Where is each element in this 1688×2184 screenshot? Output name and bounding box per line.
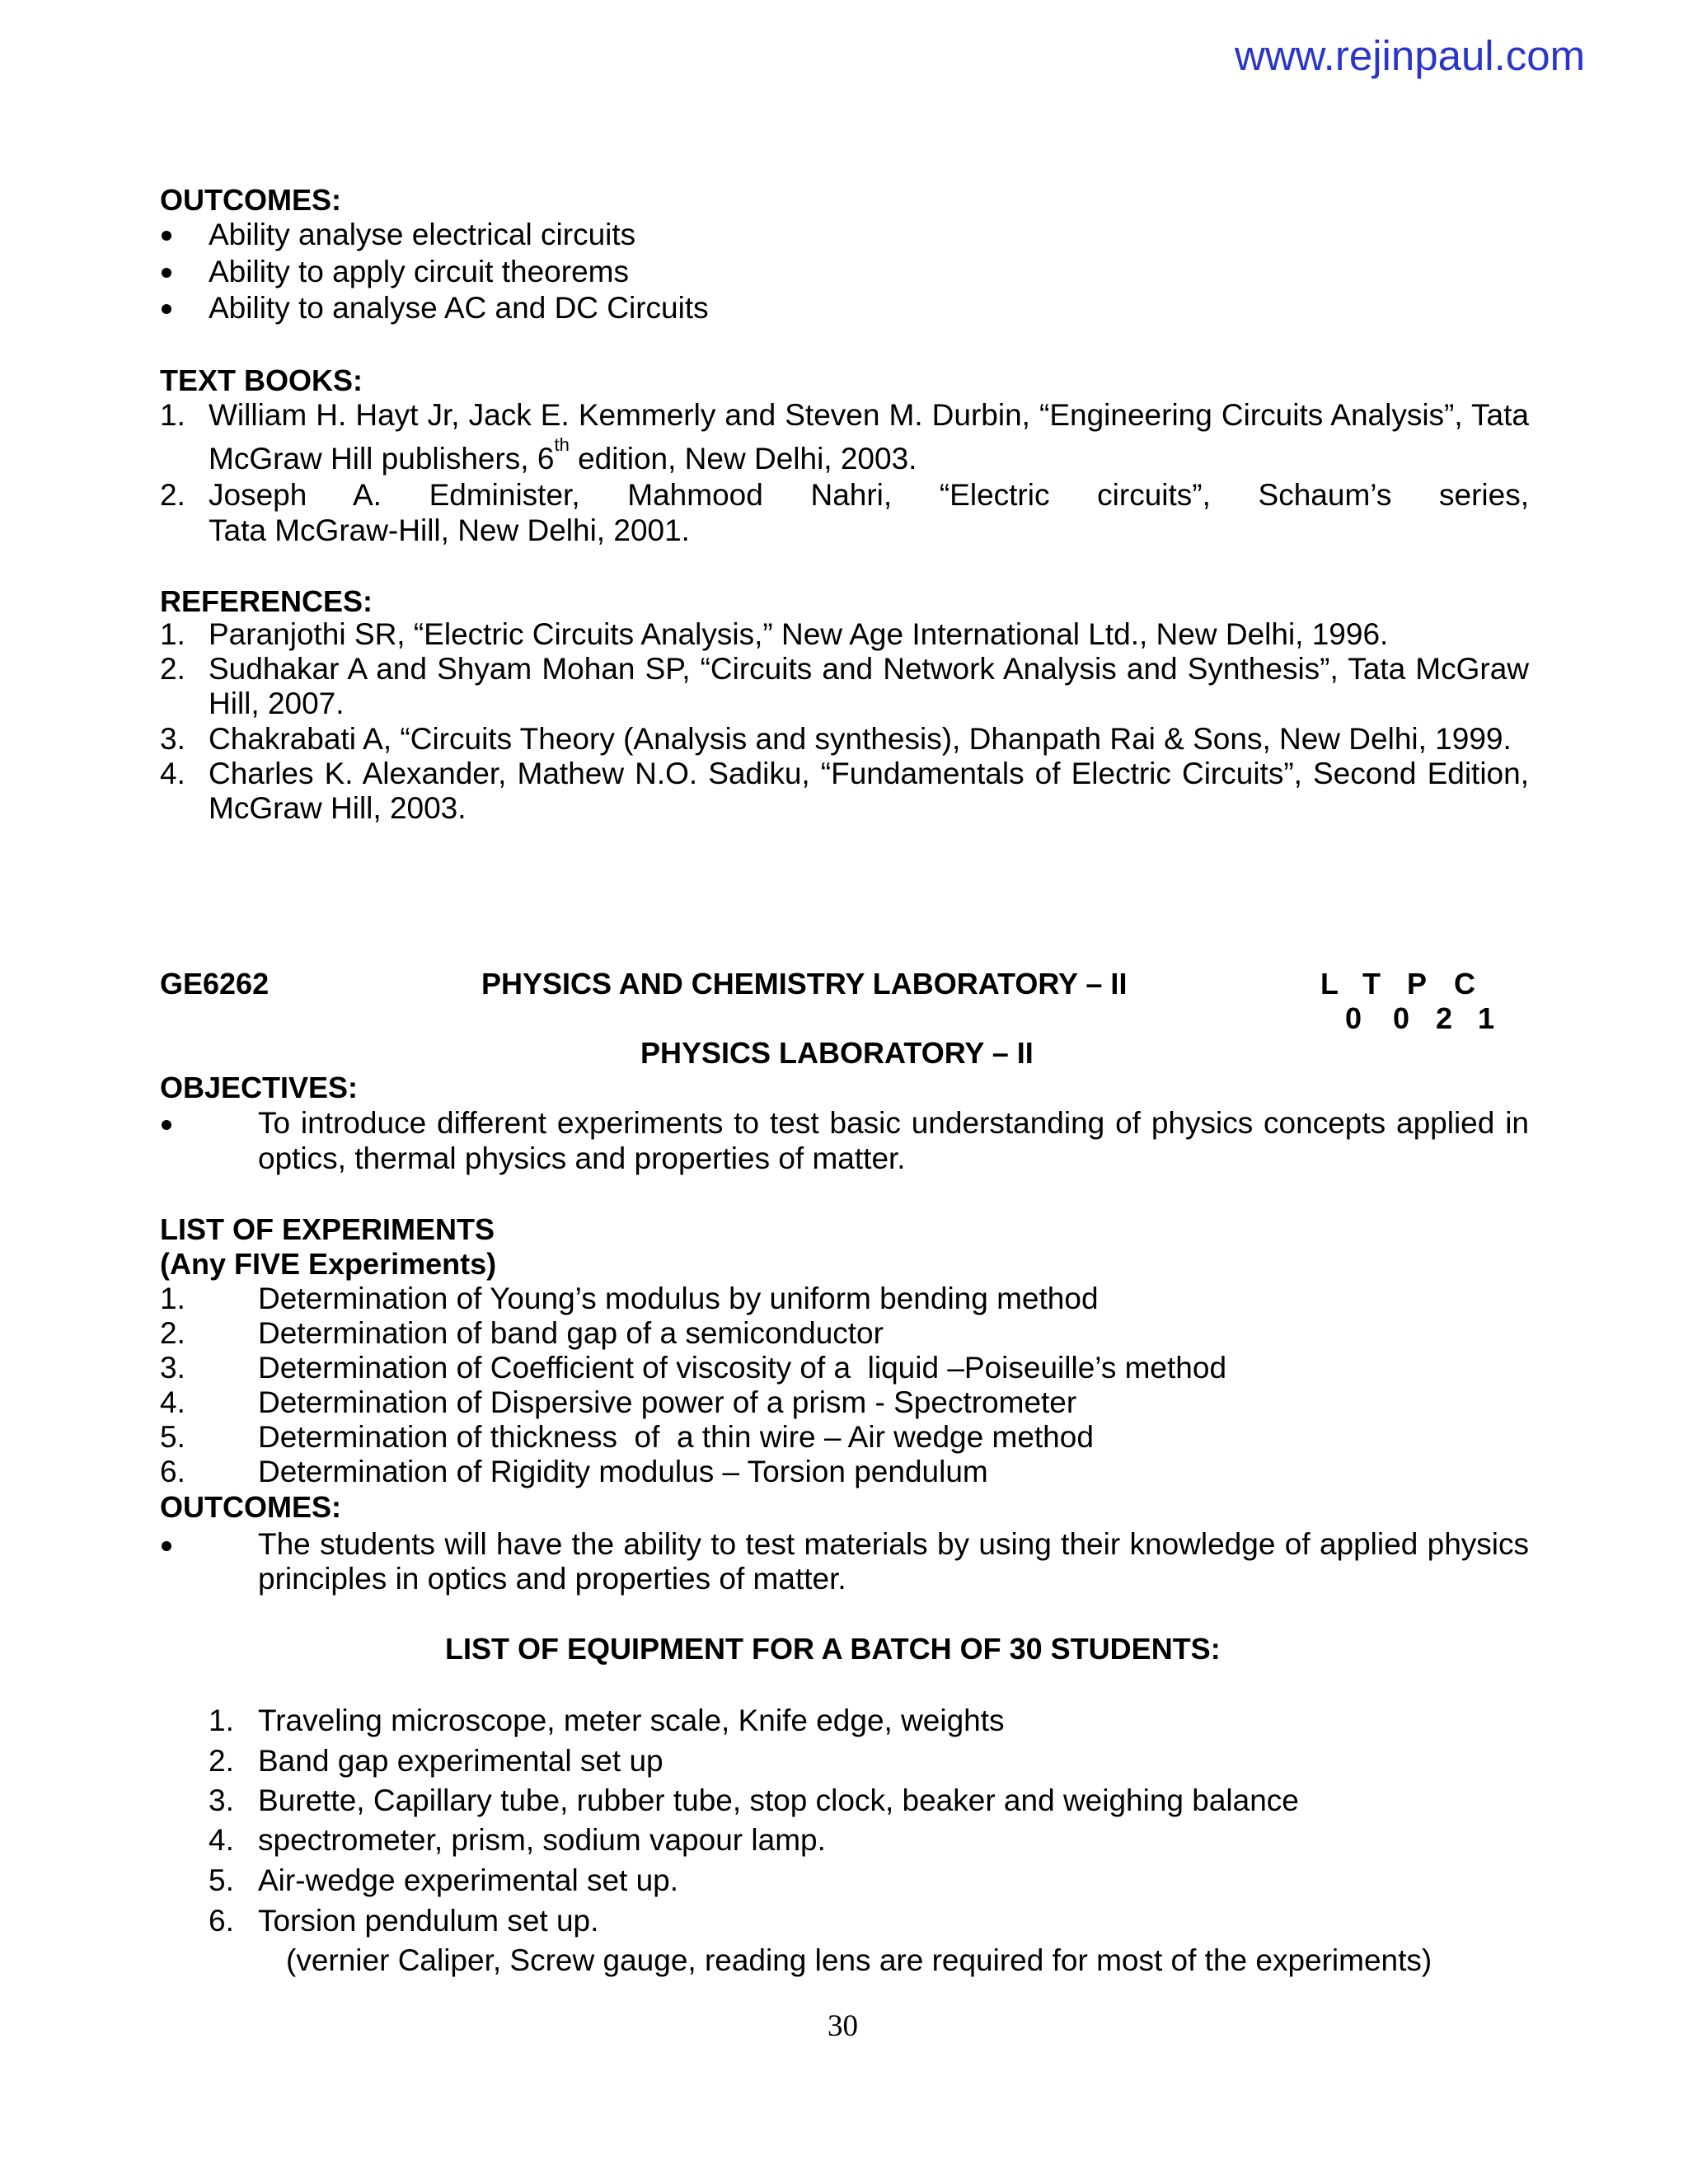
list-number: 2.	[209, 1744, 234, 1778]
experiment-item: Determination of Young’s modulus by uniform bending method	[258, 1282, 1099, 1315]
outcomes-heading: OUTCOMES:	[160, 183, 341, 217]
bullet-icon	[162, 1120, 171, 1130]
list-number: 2.	[160, 478, 185, 512]
bullet-icon	[162, 268, 171, 278]
ltpc-value-l: 0	[1345, 1001, 1362, 1035]
reference-item: Charles K. Alexander, Mathew N.O. Sadiku, “Fundamentals of Electric Circuits”, Second Edition,	[209, 757, 1529, 790]
ltpc-label-l: L	[1320, 967, 1339, 1001]
experiment-item: Determination of Dispersive power of a prism - Spectrometer	[258, 1385, 1077, 1419]
ltpc-value-t: 0	[1393, 1001, 1410, 1035]
text-books-heading: TEXT BOOKS:	[160, 363, 363, 397]
ltpc-value-c: 1	[1478, 1001, 1495, 1035]
outcome-item: Ability analyse electrical circuits	[209, 218, 636, 251]
text-book-item-continued: Tata McGraw-Hill, New Delhi, 2001.	[209, 513, 690, 547]
list-number: 3.	[209, 1783, 234, 1817]
bullet-icon	[162, 1541, 171, 1551]
list-number: 2.	[160, 1316, 185, 1350]
experiment-item: Determination of thickness of a thin wire – Air wedge method	[258, 1420, 1094, 1454]
bullet-icon	[162, 304, 171, 314]
list-number: 5.	[209, 1863, 234, 1897]
reference-item: Paranjothi SR, “Electric Circuits Analysis,” New Age International Ltd., New Delhi, 1996.	[209, 617, 1389, 651]
ltpc-label-p: P	[1407, 967, 1428, 1001]
equipment-item: Burette, Capillary tube, rubber tube, stop clock, beaker and weighing balance	[258, 1783, 1299, 1817]
course-subtitle: PHYSICS LABORATORY – II	[640, 1036, 1034, 1070]
outcome-item: Ability to analyse AC and DC Circuits	[209, 291, 709, 325]
list-number: 4.	[209, 1823, 234, 1857]
website-url[interactable]: www.rejinpaul.com	[1235, 32, 1586, 79]
reference-item-continued: Hill, 2007.	[209, 687, 345, 720]
list-number: 1.	[160, 398, 185, 432]
text-book-item-continued	[209, 434, 917, 480]
reference-item: Chakrabati A, “Circuits Theory (Analysis and synthesis), Dhanpath Rai & Sons, New Delhi, 1999.	[209, 722, 1512, 756]
list-number: 6.	[160, 1455, 185, 1488]
equipment-item: Band gap experimental set up	[258, 1744, 663, 1778]
list-number: 3.	[160, 1351, 185, 1385]
outcome-item: Ability to apply circuit theorems	[209, 255, 629, 288]
experiment-item: Determination of band gap of a semiconductor	[258, 1316, 884, 1350]
objectives-heading: OBJECTIVES:	[160, 1071, 359, 1104]
experiments-heading: LIST OF EXPERIMENTS	[160, 1212, 495, 1246]
list-number: 1.	[160, 617, 185, 651]
course-code: GE6262	[160, 967, 270, 1001]
equipment-item: spectrometer, prism, sodium vapour lamp.	[258, 1823, 826, 1857]
list-number: 1.	[209, 1704, 234, 1737]
objective-text: To introduce different experiments to test basic understanding of physics concepts applied in	[258, 1106, 1529, 1140]
ltpc-label-t: T	[1362, 967, 1381, 1001]
page-number: 30	[828, 2009, 858, 2043]
text-book-item: William H. Hayt Jr, Jack E. Kemmerly and Steven M. Durbin, “Engineering Circuits Analysis”, Tata	[209, 398, 1529, 432]
list-number: 2.	[160, 652, 185, 686]
list-number: 3.	[160, 722, 185, 756]
text-book-text: edition, New Delhi, 2003.	[569, 442, 917, 476]
text-book-item: Joseph A. Edminister, Mahmood Nahri, “Electric circuits”, Schaum’s series,	[209, 478, 1529, 512]
superscript: th	[554, 434, 570, 455]
experiments-subheading: (Any FIVE Experiments)	[160, 1247, 497, 1281]
bullet-icon	[162, 231, 171, 241]
experiment-item: Determination of Rigidity modulus – Torsion pendulum	[258, 1455, 988, 1488]
text-book-text: McGraw Hill publishers, 6	[209, 442, 555, 476]
reference-item-continued: McGraw Hill, 2003.	[209, 791, 467, 825]
outcome-text-continued: principles in optics and properties of matter.	[258, 1562, 846, 1596]
equipment-heading: LIST OF EQUIPMENT FOR A BATCH OF 30 STUDENTS:	[445, 1632, 1221, 1666]
equipment-item: Torsion pendulum set up.	[258, 1904, 599, 1938]
outcome-text: The students will have the ability to test materials by using their knowledge of applied physics	[258, 1527, 1529, 1561]
outcomes-heading: OUTCOMES:	[160, 1490, 341, 1524]
list-number: 4.	[160, 757, 185, 790]
equipment-item: Traveling microscope, meter scale, Knife edge, weights	[258, 1704, 1005, 1737]
references-heading: REFERENCES:	[160, 584, 373, 618]
ltpc-value-p: 2	[1436, 1001, 1453, 1035]
ltpc-label-c: C	[1454, 967, 1475, 1001]
list-number: 5.	[160, 1420, 185, 1454]
objective-text-continued: optics, thermal physics and properties of matter.	[258, 1141, 906, 1175]
list-number: 4.	[160, 1385, 185, 1419]
experiment-item: Determination of Coefficient of viscosity of a liquid –Poiseuille’s method	[258, 1351, 1227, 1385]
equipment-note: (vernier Caliper, Screw gauge, reading lens are required for most of the experiments)	[286, 1943, 1432, 1977]
list-number: 6.	[209, 1904, 234, 1938]
course-title: PHYSICS AND CHEMISTRY LABORATORY – II	[481, 967, 1128, 1001]
equipment-item: Air-wedge experimental set up.	[258, 1863, 679, 1897]
reference-item: Sudhakar A and Shyam Mohan SP, “Circuits and Network Analysis and Synthesis”, Tata McGraw	[209, 652, 1529, 686]
list-number: 1.	[160, 1282, 185, 1315]
